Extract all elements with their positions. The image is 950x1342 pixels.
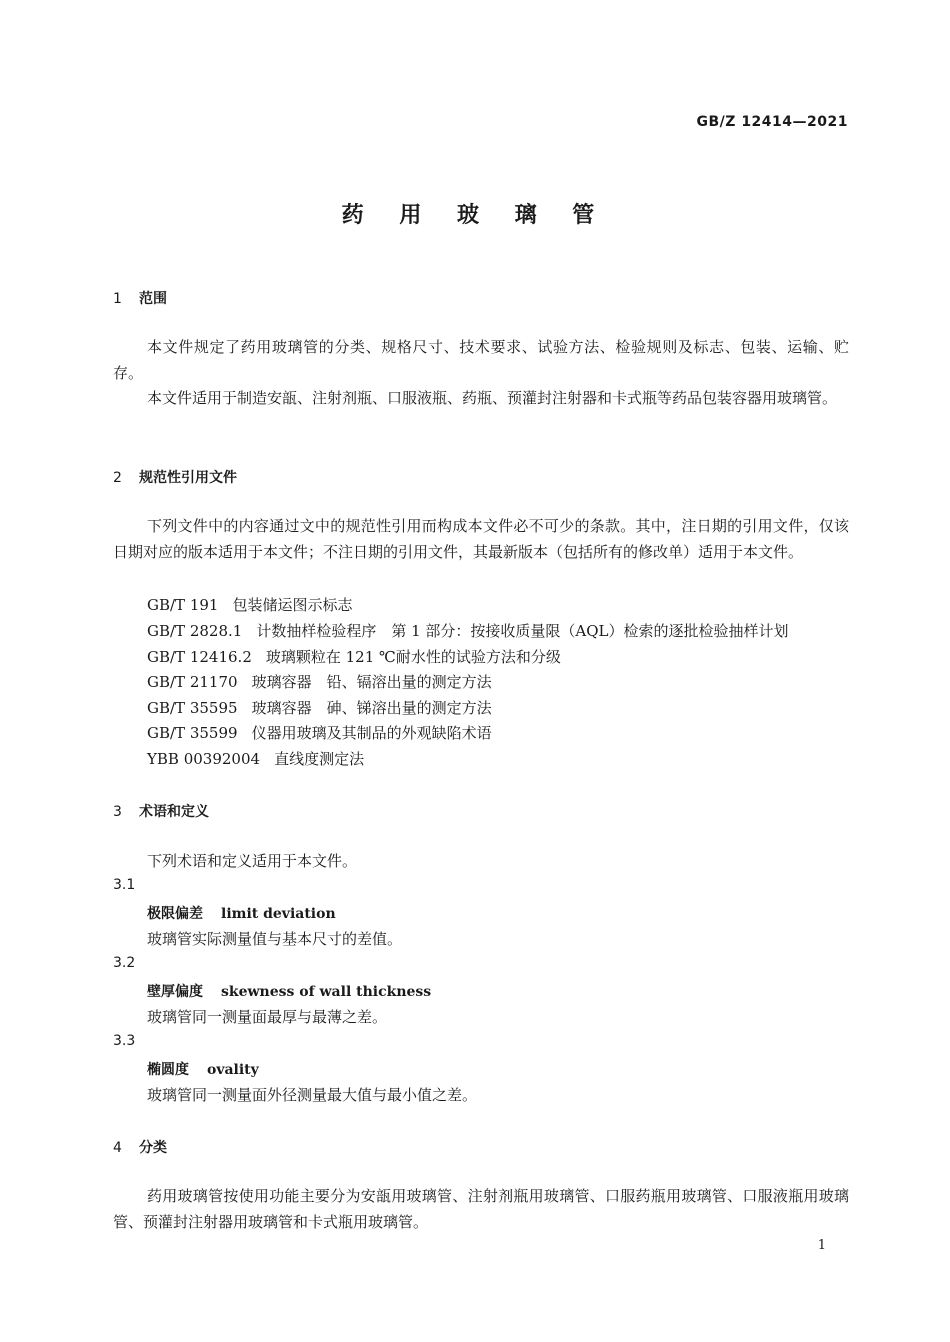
reference-code: GB/T 35595: [147, 699, 238, 717]
reference-title: 包装储运图示标志: [232, 596, 353, 614]
section-number: 1: [113, 291, 122, 307]
reference-item: [147, 594, 352, 615]
document-title: 药 用 玻 璃 管: [341, 203, 609, 228]
term-heading: [147, 981, 431, 1001]
term-zh: 极限偏差: [147, 906, 203, 922]
reference-title: 玻璃容器 铅、镉溶出量的测定方法: [251, 673, 492, 691]
reference-title: 玻璃颗粒在 121 ℃耐水性的试验方法和分级: [265, 648, 561, 666]
term-zh: 椭圆度: [147, 1062, 189, 1078]
section-title: 规范性引用文件: [139, 470, 237, 486]
term-en: limit deviation: [221, 906, 336, 922]
reference-item: [147, 722, 492, 743]
reference-item: [147, 748, 364, 769]
paragraph: 下列术语和定义适用于本文件。: [147, 852, 358, 870]
clause-number: 3.2: [113, 955, 136, 971]
reference-code: YBB 00392004: [147, 750, 261, 768]
reference-code: GB/T 35599: [147, 724, 238, 742]
reference-title: 直线度测定法: [274, 750, 365, 768]
reference-item: [147, 646, 561, 667]
section-title: 分类: [139, 1140, 167, 1156]
reference-title: 计数抽样检验程序 第 1 部分：按接收质量限（AQL）检索的逐批检验抽样计划: [256, 622, 789, 640]
page-number: 1: [817, 1238, 826, 1253]
term-definition: 玻璃管实际测量值与基本尺寸的差值。: [147, 930, 403, 948]
reference-code: GB/T 21170: [147, 673, 238, 691]
clause-number: 3.1: [113, 877, 136, 893]
section-number: 2: [113, 470, 122, 486]
section-title: 术语和定义: [139, 804, 209, 820]
reference-code: GB/T 2828.1: [147, 622, 243, 640]
section-number: 4: [113, 1140, 122, 1156]
section-1-heading: [113, 288, 167, 308]
reference-title: 玻璃容器 砷、锑溶出量的测定方法: [251, 699, 492, 717]
reference-code: GB/T 12416.2: [147, 648, 252, 666]
standard-number: GB/Z 12414—2021: [696, 114, 848, 130]
paragraph: 本文件适用于制造安瓿、注射剂瓶、口服液瓶、药瓶、预灌封注射器和卡式瓶等药品包装容器用玻璃管。: [147, 389, 838, 407]
section-3-heading: [113, 801, 209, 821]
section-number: 3: [113, 804, 122, 820]
reference-title: 仪器用玻璃及其制品的外观缺陷术语: [251, 724, 492, 742]
paragraph: 药用玻璃管按使用功能主要分为安瓿用玻璃管、注射剂瓶用玻璃管、口服药瓶用玻璃管、口服液瓶用玻璃管、预灌封注射器用玻璃管和卡式瓶用玻璃管。: [113, 1187, 849, 1231]
section-4-heading: [113, 1137, 167, 1157]
term-heading: [147, 1059, 259, 1079]
section-2-heading: [113, 467, 237, 487]
paragraph: 下列文件中的内容通过文中的规范性引用而构成本文件必不可少的条款。其中，注日期的引用文件，仅该日期对应的版本适用于本文件；不注日期的引用文件，其最新版本（包括所有的修改单）适用于本文件。: [113, 517, 849, 561]
term-definition: 玻璃管同一测量面最厚与最薄之差。: [147, 1008, 388, 1026]
reference-code: GB/T 191: [147, 596, 219, 614]
term-heading: [147, 903, 336, 923]
section-title: 范围: [139, 291, 167, 307]
clause-number: 3.3: [113, 1033, 136, 1049]
reference-item: [147, 620, 789, 641]
term-definition: 玻璃管同一测量面外径测量最大值与最小值之差。: [147, 1086, 478, 1104]
paragraph: 本文件规定了药用玻璃管的分类、规格尺寸、技术要求、试验方法、检验规则及标志、包装、运输、贮存。: [113, 338, 849, 382]
reference-item: [147, 671, 492, 692]
term-en: ovality: [207, 1062, 259, 1078]
term-zh: 壁厚偏度: [147, 984, 203, 1000]
term-en: skewness of wall thickness: [221, 984, 432, 1000]
reference-item: [147, 697, 492, 718]
